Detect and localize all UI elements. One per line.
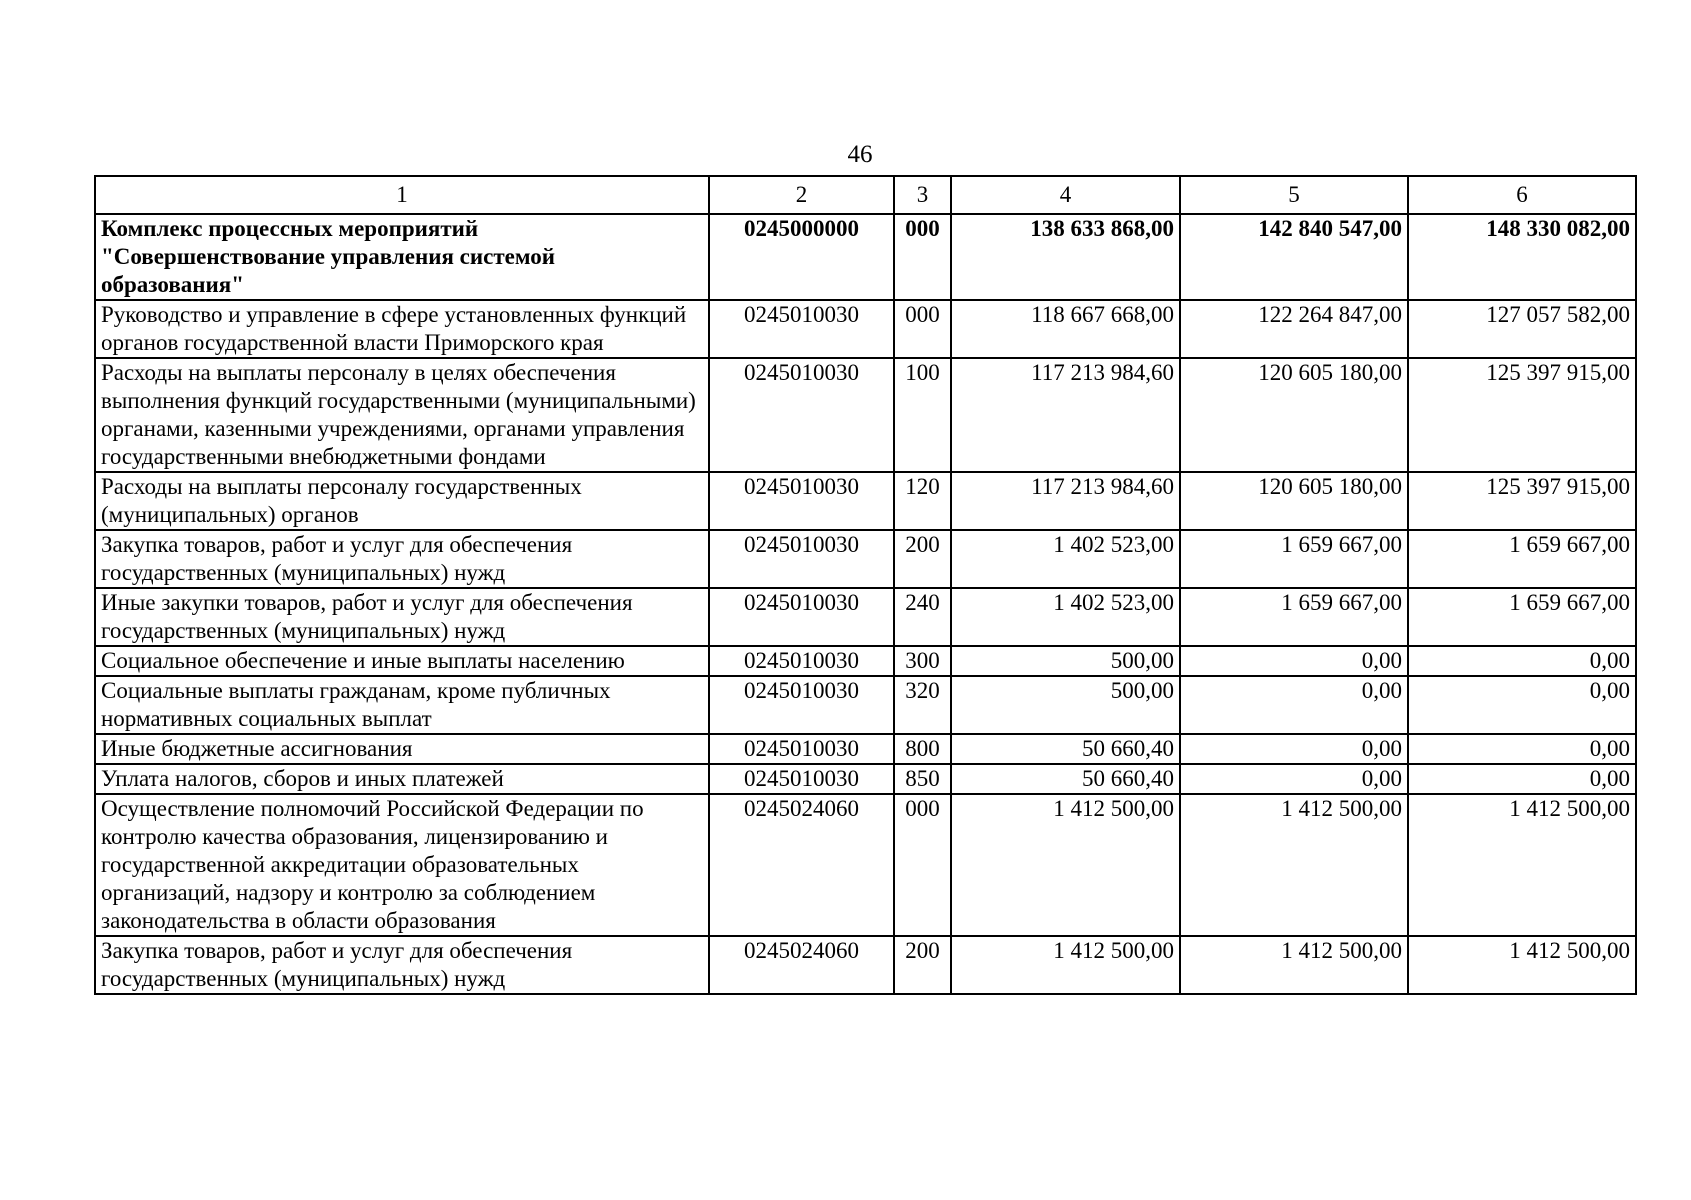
row-amount-col6: 125 397 915,00 (1408, 358, 1636, 472)
row-amount-col5: 142 840 547,00 (1180, 214, 1408, 300)
row-amount-col5: 0,00 (1180, 676, 1408, 734)
row-amount-col5: 0,00 (1180, 734, 1408, 764)
table-row (95, 588, 1636, 646)
header-col-3: 3 (894, 176, 951, 214)
row-amount-col4: 117 213 984,60 (951, 358, 1180, 472)
row-amount-col5: 122 264 847,00 (1180, 300, 1408, 358)
row-amount-col6: 1 412 500,00 (1408, 794, 1636, 936)
row-kind-cell: 200 (894, 530, 951, 588)
row-name-cell: Социальное обеспечение и иные выплаты населению (95, 646, 709, 676)
header-col-4: 4 (951, 176, 1180, 214)
table-body (95, 214, 1636, 994)
table-row (95, 764, 1636, 794)
row-amount-col6: 0,00 (1408, 734, 1636, 764)
row-name-cell: Закупка товаров, работ и услуг для обеспечения государственных (муниципальных) нужд (95, 530, 709, 588)
row-code-cell: 0245010030 (709, 358, 894, 472)
row-code-cell: 0245010030 (709, 764, 894, 794)
row-amount-col5: 1 412 500,00 (1180, 936, 1408, 994)
row-kind-cell: 000 (894, 300, 951, 358)
row-kind-cell: 200 (894, 936, 951, 994)
row-code-cell: 0245010030 (709, 300, 894, 358)
row-code-cell: 0245010030 (709, 530, 894, 588)
row-code-cell: 0245010030 (709, 676, 894, 734)
table-row (95, 214, 1636, 300)
table-row (95, 676, 1636, 734)
table-row (95, 936, 1636, 994)
row-amount-col4: 50 660,40 (951, 734, 1180, 764)
row-amount-col5: 0,00 (1180, 646, 1408, 676)
row-kind-cell: 100 (894, 358, 951, 472)
row-name-cell: Осуществление полномочий Российской Федерации по контролю качества образования, лицензированию и государственной аккредитации образовательных организаций, надзору и контролю за соблюдением законодательства в области образования (95, 794, 709, 936)
row-amount-col5: 1 659 667,00 (1180, 530, 1408, 588)
row-amount-col4: 138 633 868,00 (951, 214, 1180, 300)
row-amount-col6: 127 057 582,00 (1408, 300, 1636, 358)
row-amount-col5: 1 659 667,00 (1180, 588, 1408, 646)
row-kind-cell: 300 (894, 646, 951, 676)
row-amount-col4: 1 412 500,00 (951, 794, 1180, 936)
row-code-cell: 0245024060 (709, 794, 894, 936)
row-name-cell: Социальные выплаты гражданам, кроме публичных нормативных социальных выплат (95, 676, 709, 734)
row-amount-col5: 120 605 180,00 (1180, 358, 1408, 472)
row-amount-col6: 1 659 667,00 (1408, 530, 1636, 588)
row-code-cell: 0245024060 (709, 936, 894, 994)
row-code-cell: 0245010030 (709, 646, 894, 676)
row-amount-col5: 1 412 500,00 (1180, 794, 1408, 936)
header-col-2: 2 (709, 176, 894, 214)
row-code-cell: 0245000000 (709, 214, 894, 300)
row-amount-col6: 0,00 (1408, 764, 1636, 794)
row-amount-col4: 117 213 984,60 (951, 472, 1180, 530)
row-amount-col4: 118 667 668,00 (951, 300, 1180, 358)
row-name-cell: Иные бюджетные ассигнования (95, 734, 709, 764)
header-col-6: 6 (1408, 176, 1636, 214)
header-col-1: 1 (95, 176, 709, 214)
row-amount-col4: 500,00 (951, 646, 1180, 676)
row-amount-col4: 1 412 500,00 (951, 936, 1180, 994)
row-amount-col4: 50 660,40 (951, 764, 1180, 794)
table-row (95, 300, 1636, 358)
row-kind-cell: 320 (894, 676, 951, 734)
table-row (95, 358, 1636, 472)
table-row (95, 472, 1636, 530)
row-amount-col6: 0,00 (1408, 646, 1636, 676)
row-amount-col6: 148 330 082,00 (1408, 214, 1636, 300)
row-amount-col5: 0,00 (1180, 764, 1408, 794)
row-amount-col6: 1 412 500,00 (1408, 936, 1636, 994)
row-kind-cell: 240 (894, 588, 951, 646)
page-number: 46 (847, 141, 873, 168)
row-name-cell: Расходы на выплаты персоналу в целях обеспечения выполнения функций государственными (муниципальными) органами, казенными учреждениями, органами управления государственными внебюджетными фондами (95, 358, 709, 472)
row-amount-col6: 1 659 667,00 (1408, 588, 1636, 646)
row-amount-col5: 120 605 180,00 (1180, 472, 1408, 530)
row-name-cell: Уплата налогов, сборов и иных платежей (95, 764, 709, 794)
row-name-cell: Иные закупки товаров, работ и услуг для обеспечения государственных (муниципальных) нужд (95, 588, 709, 646)
table-row (95, 794, 1636, 936)
row-code-cell: 0245010030 (709, 472, 894, 530)
row-amount-col4: 1 402 523,00 (951, 530, 1180, 588)
row-kind-cell: 000 (894, 214, 951, 300)
table-row (95, 530, 1636, 588)
row-amount-col6: 0,00 (1408, 676, 1636, 734)
row-name-cell: Руководство и управление в сфере установленных функций органов государственной власти Приморского края (95, 300, 709, 358)
row-kind-cell: 120 (894, 472, 951, 530)
table-row (95, 646, 1636, 676)
row-amount-col4: 1 402 523,00 (951, 588, 1180, 646)
header-row (95, 176, 1636, 214)
row-code-cell: 0245010030 (709, 588, 894, 646)
row-kind-cell: 800 (894, 734, 951, 764)
row-kind-cell: 850 (894, 764, 951, 794)
budget-table (94, 175, 1637, 995)
header-col-5: 5 (1180, 176, 1408, 214)
row-name-cell: Закупка товаров, работ и услуг для обеспечения государственных (муниципальных) нужд (95, 936, 709, 994)
row-name-cell: Комплекс процессных мероприятий "Совершенствование управления системой образования" (95, 214, 709, 300)
row-code-cell: 0245010030 (709, 734, 894, 764)
row-name-cell: Расходы на выплаты персоналу государственных (муниципальных) органов (95, 472, 709, 530)
row-amount-col4: 500,00 (951, 676, 1180, 734)
row-kind-cell: 000 (894, 794, 951, 936)
row-amount-col6: 125 397 915,00 (1408, 472, 1636, 530)
table-row (95, 734, 1636, 764)
